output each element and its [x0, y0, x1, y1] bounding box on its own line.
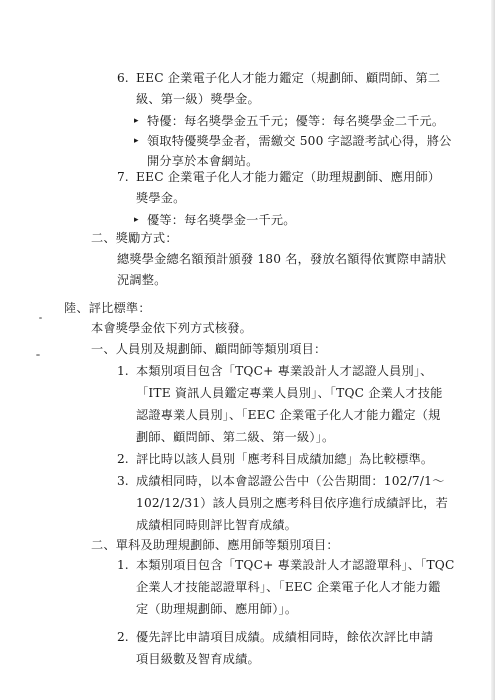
sub-1-heading: 一、人員別及規劃師、顧問師等類別項目： — [91, 342, 327, 356]
section-lu-heading: 陸、評比標準： — [64, 301, 151, 315]
sub-2-item-1-number: 1. — [117, 558, 129, 572]
item-6-bullet-1: 特優：每名獎學金五千元；優等：每名獎學金二千元。 — [147, 114, 445, 128]
item-7-line-2: 獎學金。 — [136, 191, 186, 205]
section-2-line-1: 總獎學金總名額預計頒發 180 名，發放名額得依實際申請狀 — [117, 252, 447, 266]
sub-2-item-1-line-2: 企業人才技能認證單科」、「EEC 企業電子化人才能力鑑 — [136, 580, 441, 594]
sub-2-item-1-line-1: 本類別項目包含「TQC+ 專業設計人才認證單科」、「TQC — [136, 558, 455, 572]
sub-1-item-3-line-2: 102/12/31）該人員別之應考科目依序進行成績評比，若 — [136, 496, 449, 510]
sub-1-item-1-line-1: 本類別項目包含「TQC+ 專業設計人才認證人員別」、 — [136, 364, 433, 378]
sub-2-item-2-line-1: 優先評比申請項目成績。成績相同時，餘依次評比申請 — [136, 630, 434, 644]
scan-speck — [36, 354, 40, 356]
sub-2-item-1-line-3: 定（助理規劃師、應用師）」。 — [136, 602, 298, 616]
item-6-line-1: EEC 企業電子化人才能力鑑定（規劃師、顧問師、第二 — [136, 71, 441, 85]
sub-1-item-3-line-3: 成績相同時則評比智育成績。 — [136, 518, 298, 532]
sub-1-item-3-number: 3. — [117, 474, 129, 488]
sub-2-heading: 二、單科及助理規劃師、應用師等類別項目： — [91, 538, 339, 552]
item-6-line-2: 級、第一級）獎學金。 — [136, 92, 260, 106]
item-7-number: 7. — [117, 170, 129, 184]
item-6-bullet-2-line-2: 開分享於本會網站。 — [147, 154, 259, 168]
sub-2-item-2-line-2: 項目級數及智育成績。 — [136, 652, 260, 666]
item-6-number: 6. — [117, 71, 129, 85]
sub-2-item-2-number: 2. — [117, 630, 129, 644]
scan-speck — [39, 317, 42, 319]
section-2-line-2: 況調整。 — [117, 273, 167, 287]
triangle-bullet-icon: ▸ — [134, 136, 139, 146]
sub-1-item-1-line-2: 「ITE 資訊人員鑑定專業人員別」、「TQC 企業人才技能 — [136, 386, 443, 400]
sub-1-item-1-line-4: 劃師、顧問師、第二級、第一級）」。 — [136, 430, 335, 444]
triangle-bullet-icon: ▸ — [134, 116, 139, 126]
section-lu-intro: 本會獎學金依下列方式核發。 — [91, 321, 253, 335]
sub-1-item-1-number: 1. — [117, 364, 129, 378]
triangle-bullet-icon: ▸ — [134, 215, 139, 225]
sub-1-item-2-number: 2. — [117, 452, 129, 466]
item-7-bullet-1: 優等：每名獎學金一千元。 — [147, 213, 296, 227]
sub-1-item-2-line-1: 評比時以該人員別「應考科目成績加總」為比較標準。 — [136, 452, 434, 466]
scan-edge-shadow — [491, 0, 495, 700]
item-6-bullet-2-line-1: 領取特優獎學金者，需繳交 500 字認證考試心得，將公 — [147, 134, 452, 148]
item-7-line-1: EEC 企業電子化人才能力鑑定（助理規劃師、應用師） — [136, 170, 441, 184]
sub-1-item-1-line-3: 認證專業人員別」、「EEC 企業電子化人才能力鑑定（規 — [136, 408, 441, 422]
sub-1-item-3-line-1: 成績相同時，以本會認證公告中（公告期間：102/7/1～ — [136, 474, 445, 488]
section-2-heading: 二、獎勵方式： — [91, 231, 178, 245]
